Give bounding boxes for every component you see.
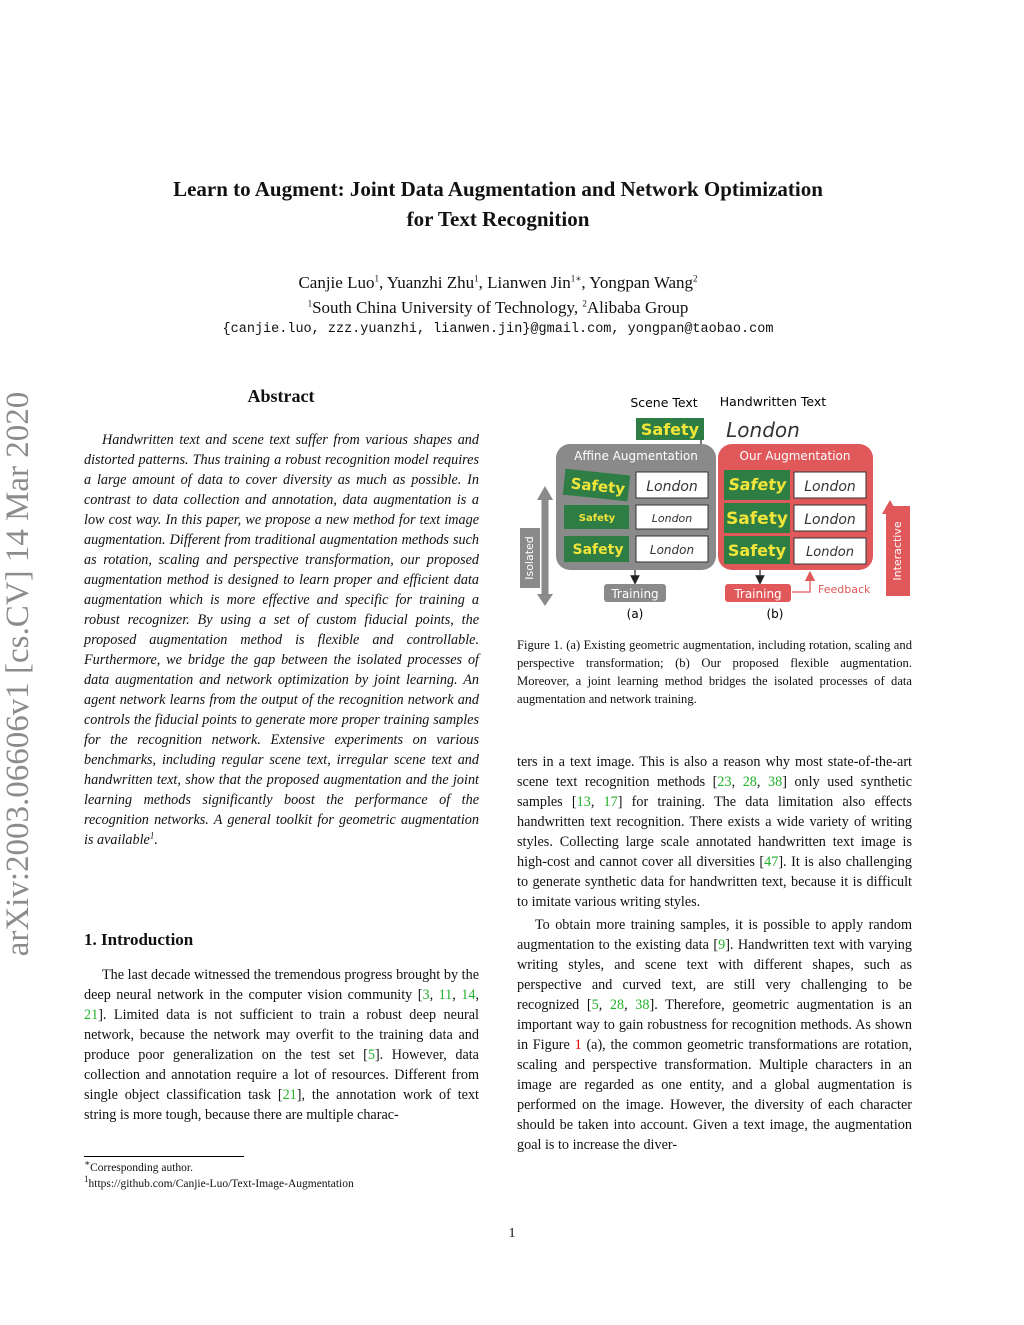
author-affil-sup: 1 — [374, 273, 379, 284]
handwritten-sample: London — [726, 418, 800, 442]
title-line-1: Learn to Augment: Joint Data Augmentation and Network Optimization — [173, 177, 823, 201]
affine-word: Safety — [572, 542, 624, 558]
author-names: Canjie Luo$^1$, Yuanzhi Zhu$^1$, Lianwen Jin$^{1∗}$, Yongpan Wang$^2$ — [298, 273, 698, 292]
citation-link[interactable]: 23 — [717, 774, 732, 790]
title-line-2: for Text Recognition — [406, 207, 590, 231]
author-affil-sup: 1∗ — [570, 273, 582, 284]
figure-1 — [518, 388, 913, 628]
footnotes — [84, 1160, 479, 1192]
section-heading-introduction: 1. Introduction — [84, 930, 194, 949]
affine-word: Safety — [569, 474, 626, 499]
paper-title — [60, 174, 936, 234]
author-name: Canjie Luo — [298, 273, 375, 292]
affine-hand-word: London — [651, 512, 693, 525]
training-label-a: Training — [611, 587, 659, 601]
isolated-arrow-up — [537, 486, 553, 500]
training-label-b: Training — [734, 587, 782, 601]
figure-reference-link[interactable]: 1 — [574, 1037, 582, 1053]
affil-sup: 2 — [582, 298, 587, 309]
ours-word: Safety — [727, 475, 788, 494]
ours-word: Safety — [726, 509, 788, 529]
author-emails: {canjie.luo, zzz.yuanzhi, lianwen.jin}@gmail.com, yongpan@taobao.com — [222, 322, 774, 337]
footnote-mark: 1 — [84, 1174, 89, 1185]
author-name: Yongpan Wang — [589, 273, 694, 292]
citation-link[interactable]: 5 — [591, 997, 599, 1013]
arxiv-side-label: arXiv:2003.06606v1 [cs.CV] 14 Mar 2020 — [0, 391, 36, 957]
citation-link[interactable]: 3 — [422, 987, 430, 1003]
body-text: (a), the common geometric transformations are rotation, scaling and perspective transformation. Multiple characters in an image are regarded as one entity, and a global augmentation is performed on the image. However, the diversity of each character should be taken into account. Given a text image, the augmentation goal is to increase the diver- — [517, 1037, 912, 1153]
citation-link[interactable]: 28 — [742, 774, 757, 790]
citation-link[interactable]: 5 — [367, 1047, 375, 1063]
author-name: Yuanzhi Zhu — [386, 273, 475, 292]
ours-hand-word: London — [804, 479, 856, 495]
abstract-text: Handwritten text and scene text suffer from various shapes and distorted patterns. Thus training a robust recognition model requires a large amount of data to cover diversity as much as possible. In contrast to data collection and annotation, data augmentation is a low cost way. In this paper, we propose a new method for text image augmentation. Different from traditional augmentation methods such as rotation, scaling and perspective transformation, our proposed augmentation method is designed to learn proper and efficient data augmentation which is more effective and specific for training a robust recognizer. By using a set of custom fiducial points, the proposed augmentation method is flexible and controllable. Furthermore, we bridge the gap between the isolated processes of data augmentation and network optimization by joint learning. An agent network learns from the output of the recognition network and controls the fiducial points to generate more proper training samples for the recognition network. Extensive experiments on various benchmarks, including regular scene text, irregular scene text and handwritten text, show that the proposed augmentation and the joint learning methods significantly boost the performance of the recognition networks. A general toolkit for geometric augmentation is available — [84, 432, 479, 848]
citation-link[interactable]: 47 — [764, 854, 779, 870]
page-number: 1 — [508, 1226, 516, 1241]
citation-link[interactable]: 38 — [635, 997, 650, 1013]
footnote-mark: 1 — [149, 830, 155, 841]
footnote-2 — [84, 1176, 479, 1192]
figure-caption: Figure 1. (a) Existing geometric augmentation, including rotation, scaling and perspective transformation; (b) Our proposed flexible augmentation. Moreover, a joint learning method bridges the isolated processes of data augmentation and network training. — [517, 638, 912, 706]
scene-text-label: Scene Text — [630, 395, 698, 410]
body-text: ] only used synthetic samples [ — [517, 774, 913, 810]
body-text: ] for training. The data limitation also effects handwritten text recognition. There exists a wide variety of writing styles. Collecting large scale annotated handwritten text image is high-cost and cannot cover all diversities [ — [517, 794, 912, 870]
citation-link[interactable]: 9 — [718, 937, 726, 953]
intro-paragraph: The last decade witnessed the tremendous progress brought by the deep neural network in the computer vision community [3, 11, 14, 21]. Limited data is not sufficient to train a robust deep neural network, because the network may overfit to the training data and produce poor generalization on the test set [5]. However, data collection and annotation require a lot of resources. Different from single object classification task [21], the annotation work of text string is more tough, because there are multiple charac- — [84, 967, 480, 1123]
affine-hand-word: London — [649, 543, 695, 557]
affiliation-2: Alibaba Group — [586, 298, 689, 317]
abstract-end: . — [154, 832, 158, 848]
footnote-rule — [84, 1156, 244, 1157]
body-text: ]. It is also challenging to generate synthetic data for handwritten text, because it is difficult to imitate various writing styles. — [517, 854, 912, 910]
citation-link[interactable]: 14 — [461, 987, 476, 1003]
ours-hand-word: London — [804, 512, 856, 528]
citation-link[interactable]: 13 — [576, 794, 591, 810]
affine-hand-word: London — [646, 479, 698, 495]
affil-sup: 1 — [307, 298, 313, 309]
body-text: To obtain more training samples, it is possible to apply random augmentation to the existing data [ — [517, 917, 912, 953]
citation-link[interactable]: 38 — [768, 774, 783, 790]
abstract-heading: Abstract — [247, 386, 315, 406]
affiliations — [60, 295, 936, 320]
right-column-body — [517, 752, 912, 1155]
abstract-paragraph — [84, 430, 479, 850]
body-text: ]. Therefore, geometric augmentation is an important way to gain robustness for recognition methods. As shown in Figure — [517, 997, 913, 1053]
footnote-text: Corresponding author. — [90, 1162, 193, 1174]
author-affil-sup: 2 — [693, 273, 698, 284]
affiliation-1: South China University of Technology, — [312, 298, 583, 317]
body-paragraph: ters in a text image. This is also a reason why most state-of-the-art scene text recognition methods [23, 28, 38] only used synthetic samples [13, 17] for training. The data limitation also effects handwritten text recognition. There exists a wide variety of writing styles. Collecting large scale annotated handwritten text image is high-cost and cannot cover all diversities [47]. It is also challenging to generate synthetic data for handwritten text, because it is difficult to imitate various writing styles. — [517, 754, 913, 910]
citation-link[interactable]: 11 — [438, 987, 453, 1003]
subfigure-b-label: (b) — [766, 607, 784, 621]
intro-text: ], the annotation work of text string is more tough, because there are multiple charac- — [84, 1087, 479, 1123]
author-name: Lianwen Jin — [487, 273, 571, 292]
body-paragraph: To obtain more training samples, it is possible to apply random augmentation to the existing data [9]. Handwritten text with varying writing styles, and scene text with different shapes, such as perspective and curved text, are still very challenging to be recognized [5, 28, 38]. Therefore, geometric augmentation is an important way to gain robustness for recognition methods. As shown in Figure 1 (a), the common geometric transformations are rotation, scaling and perspective transformation. Multiple characters in an image are regarded as one entity, and a global augmentation is performed on the image. However, the diversity of each character should be taken into account. Given a text image, the augmentation goal is to increase the diver- — [517, 917, 913, 1153]
footnote-url[interactable]: https://github.com/Canjie-Luo/Text-Image-Augmentation — [88, 1178, 354, 1190]
citation-link[interactable]: 21 — [84, 1007, 99, 1023]
isolated-label: Isolated — [523, 536, 536, 580]
footnote-mark: ∗ — [84, 1158, 91, 1169]
handwritten-text-label: Handwritten Text — [719, 394, 827, 409]
feedback-arrow — [792, 576, 810, 592]
intro-text: The last decade witnessed the tremendous progress brought by the deep neural network in the computer vision community [ — [84, 967, 479, 1003]
author-block — [60, 270, 936, 320]
isolated-arrow-down — [537, 594, 553, 606]
ours-word: Safety — [727, 541, 787, 560]
subfigure-a-label: (a) — [626, 607, 644, 621]
scene-word: Safety — [640, 420, 700, 439]
ours-label: Our Augmentation — [739, 449, 851, 463]
citation-link[interactable]: 21 — [282, 1087, 297, 1103]
intro-text: ]. Limited data is not sufficient to train a robust deep neural network, because the network may overfit to the training data and produce poor generalization on the test set [ — [84, 1007, 479, 1063]
body-text: ters in a text image. This is also a reason why most state-of-the-art scene text recognition methods [ — [517, 754, 912, 790]
footnote-1 — [84, 1160, 479, 1176]
citation-link[interactable]: 28 — [609, 997, 625, 1013]
body-text: ]. Handwritten text with varying writing styles, and scene text with different shapes, such as perspective and curved text, are still very challenging to be recognized [ — [517, 937, 912, 1013]
abstract-body — [84, 430, 479, 850]
feedback-label: Feedback — [818, 583, 871, 596]
introduction-body — [84, 965, 479, 1125]
interactive-label: Interactive — [891, 521, 904, 581]
citation-link[interactable]: 17 — [603, 794, 618, 810]
author-affil-sup: 1 — [474, 273, 479, 284]
affine-word: Safety — [578, 513, 616, 524]
affine-label: Affine Augmentation — [574, 449, 698, 463]
intro-text: ]. However, data collection and annotation require a lot of resources. Different from single object classification task [ — [84, 1047, 479, 1103]
ours-hand-word: London — [806, 545, 854, 560]
